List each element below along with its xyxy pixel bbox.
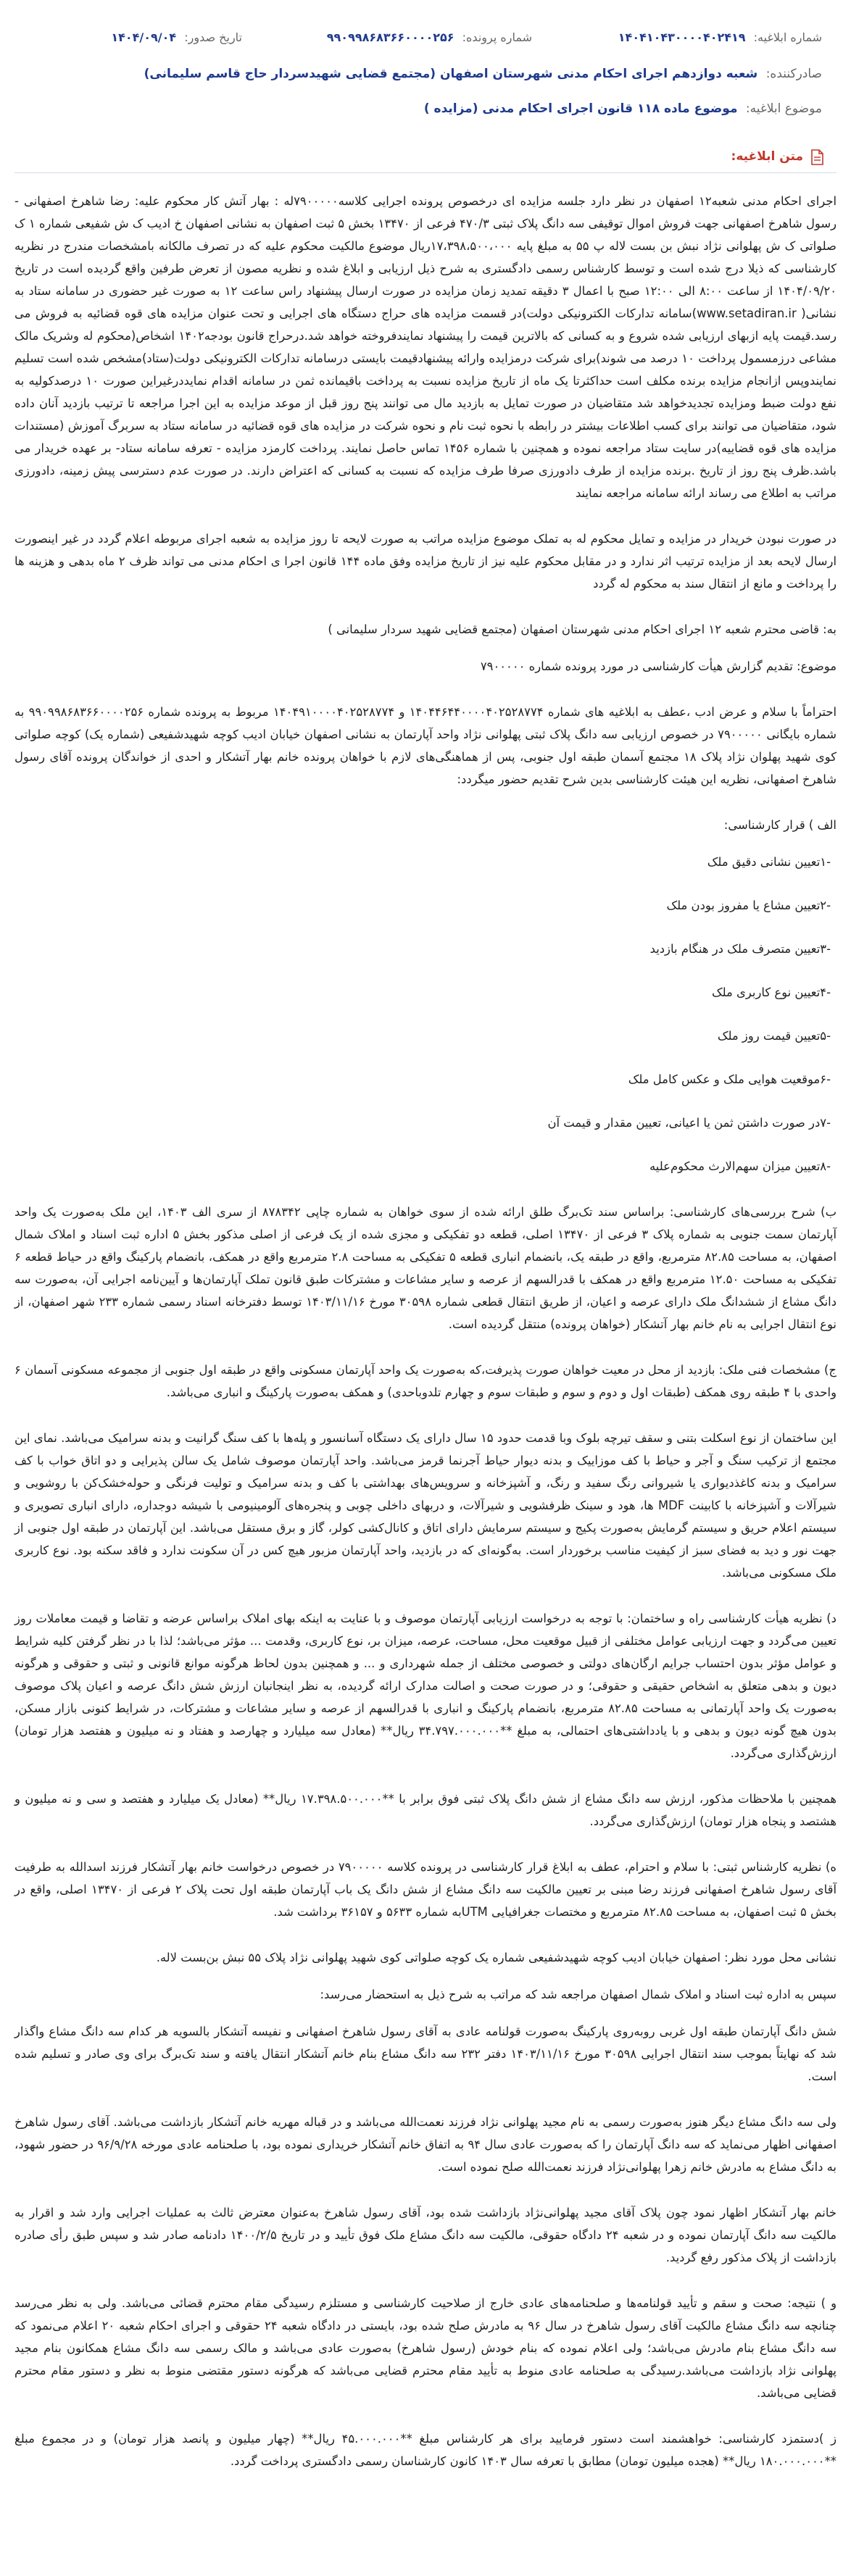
no-buyer-paragraph: در صورت نبودن خریدار در مزایده و تمایل محکوم له به تملک موضوع مزایده مراتب به صورت لایحه تا روز مزایده به شعبه اجرای مربوطه اعلام گردد در غیر اینصورت ارسال لایحه بعد از مزایده ترتیب اثر ندارد و در مقابل محکوم علیه نیز از تاریخ مزایده وفق ماده ۱۴۴ قانون اجرا ی احکام مدنی می تواند ظرف ۲ ماه بدهی و هزینه ها را پرداخت و مانع از انتقال سند به محکوم له گردد	[14, 532, 837, 591]
section-h-paragraph: ه) نظریه کارشناس ثبتی: با سلام و احترام، عطف به ابلاغ قرار کارشناسی در پرونده کلاسه ۷۹۰۰۰۰۰ در خصوص درخواست خانم بهار آتشکار فرزند اسدالله به طرفیت آقای رسول شاهرخ اصفهانی فرزند رضا مبنی بر تعیین مالکیت سه دانگ مشاع از شش دانگ یک باب آپارتمان طبقه اول تحت پلاک ۲ فرعی از ۱۳۴۷۰ اصلی، واقع در بخش ۵ ثبت اصفهان، به مساحت ۸۲.۸۵ مترمربع و مختصات جغرافیایی UTMبه شماره ۵۶۳۳ و ۳۶۱۵۷ برداشت شد.	[14, 1860, 837, 1919]
notice-text-title: متن ابلاغیه:	[731, 149, 803, 164]
issuer-value: شعبه دوازدهم اجرای احکام مدنی شهرستان اصفهان (مجتمع قضایی شهیدسردار حاج قاسم سلیمانی)	[144, 67, 758, 81]
notice-text-header	[14, 143, 837, 173]
section-alef-heading: الف ) قرار کارشناسی:	[723, 818, 837, 832]
issuer-row	[144, 67, 822, 81]
half-share-value-paragraph: همچنین با ملاحظات مذکور، ارزش سه دانگ مشاع از شش دانگ پلاک ثبتی فوق برابر با **۱۷.۳۹۸.۵۰۰.۰۰۰ ریال** (معادل یک میلیارد و هفتصد و سی و نه میلیون و هشتصد و پنجاه هزار تومان) ارزش‌گذاری می‌گردد.	[14, 1792, 837, 1828]
case-number	[327, 30, 532, 44]
notice-number-value: ۱۴۰۴۱۰۴۳۰۰۰۰۴۰۲۴۱۹	[618, 30, 746, 44]
section-b-paragraph: ب) شرح بررسی‌های کارشناسی: براساس سند تک‌برگ طلق ارائه شده از سوی خواهان به شماره چاپی ۸۷۸۳۴۲ از سری الف ۱۴۰۳، این ملک به‌صورت یک واحد آپارتمان سمت جنوبی به شماره پلاک ۳ فرعی از ۱۳۴۷۰ اصلی، قطعه دو تفکیکی و مجزی شده از یک فرعی از اصلی مذکور بخش ۵ اداره ثبت اسناد و املاک شمال اصفهان، به مساحت ۸۲.۸۵ مترمربع، واقع در طبقه یک، بانضمام انباری قطعه ۵ تفکیکی به مساحت ۲.۸ مترمربع واقع در همکف، بانضمام پارکینگ واقع در حیاط قطعه ۶ تفکیکی به مساحت ۱۲.۵۰ مترمربع واقع در همکف با قدرالسهم از عرصه و سایر مشاعات و مشترکات طبق قانون تملک آپارتمان‌ها و آیین‌نامه اجرایی آن، به‌صورت سه دانگ مشاع از ششدانگ ملک دارای عرصه و اعیان، از طریق انتقال قطعی شماره ۳۰۵۹۸ مورخ ۱۴۰۳/۱۱/۱۶ توسط دفترخانه اسناد رسمی شماره ۲۳۳ شهر اصفهان، از نوع انتقال اجرایی به نام خانم بهار آتشکار (خواهان پرونده) منتقل گردیده است.	[14, 1205, 837, 1331]
report-subject-line: موضوع: تقدیم گزارش هیأت کارشناسی در مورد پرونده شماره ۷۹۰۰۰۰۰	[480, 659, 837, 673]
list-item: -۸تعیین میزان سهم‌الارث محکوم‌علیه	[649, 1159, 831, 1173]
case-number-value: ۹۹۰۹۹۸۶۸۳۶۶۰۰۰۰۲۵۶	[326, 30, 454, 44]
section-j-paragraph: ج) مشخصات فنی ملک: بازدید از محل در معیت خواهان صورت پذیرفت،که به‌صورت یک واحد آپارتمان مسکونی واقع در طبقه اول جنوبی از مجموعه مسکونی آسمان ۶ واحدی با ۴ طبقه روی همکف (طبقات اول و دوم و سوم و طبقات سوم و چهارم تلدوباحدی) و همکف به‌صورت پارکینگ و انباری می‌باشد.	[14, 1363, 837, 1399]
section-d-paragraph: د) نظریه هیأت کارشناسی راه و ساختمان: با توجه به درخواست ارزیابی آپارتمان موصوف و با عنایت به اینکه بهای املاک براساس عرضه و تقاضا و قیمت معاملات روز تعیین می‌گردد و جهت ارزیابی عوامل مختلفی از قبیل موقعیت محل، مساحت، عرصه، میزان بر، نوع کاربری، وقدمت ... مؤثر می‌باشد؛ لذا با در نظر گرفتن کلیه شرایط و عوامل مؤثر بدون احتساب جرایم ارگان‌های دولتی و خصوصی مختلف از جمله شهرداری و ... و همچنین بدون لحاظ هرگونه موانع قانونی و ثبتی و حقوقی و هرگونه دیون و بدهی متعلق به اشخاص حقیقی و حقوقی؛ و در صورت صحت و اصالت مدارک ارائه گردیده، به نظر اینجانبان ارزش شش دانگ عرصه و اعیان پلاک موصوف به‌صورت یک واحد آپارتمانی به مساحت ۸۲.۸۵ مترمربع، بانضمام پارکینگ و انباری با قدرالسهم از عرصه و سایر مشاعات و مشترکات، در شرایط کنونی بازار مسکن، بدون هیچ گونه دیون و بدهی و با یادداشتی‌های احتمالی، به مبلغ **۳۴.۷۹۷.۰۰۰.۰۰۰ ریال** (معادل سه میلیارد و چهارصد و هفتاد و نه میلیون و هفتصد هزار تومان) ارزش‌گذاری می‌گردد.	[14, 1612, 837, 1760]
notice-header	[0, 0, 851, 145]
auction-paragraph: اجرای احکام مدنی شعبه۱۲ اصفهان در نظر دارد جلسه مزایده ای درخصوص پرونده اجرایی کلاسه۷۹۰۰۰۰۰له : بهار آتش کار محکوم علیه: رضا شاهرخ اصفهانی - رسول شاهرخ اصفهانی جهت فروش اموال توقیفی سه دانگ پلاک ثبتی ۴۷۰/۳ فرعی از ۱۳۴۷۰ بخش ۵ ثبت اصفهان به نشانی اصفهان خ ادیب ک ش شفیعی شماره ۱ ک صلواتی ک ش پهلوانی نژاد نبش بن بست لاله پ ۵۵ به مبلغ پایه ۱۷،۳۹۸،۵۰۰،۰۰۰ریال موضوع مالکیت محکوم علیه که در تصرف مالکانه بامشخصات مندرج در نظریه کارشناسی که ذیلا درج شده است و توسط کارشناس رسمی دادگستری به شرح ذیل ارزیابی و ابلاغ شده و نظریه مصون از تعرض طرفین واقع گردیده است در تاریخ ۱۴۰۴/۰۹/۲۰ از ساعت ۸:۰۰ الی ۱۲:۰۰ صبح با اعمال ۳ دقیقه تمدید زمان مزایده در صورت ارسال پیشنهاد راس ساعت ۱۲ به صورت غیر حضوری در سامانه ستاد به نشانی( www.setadiran.ir)سامانه تدارکات الکترونیکی دولت)در قسمت مزایده های حراج دستگاه های اجرایی و تحت عنوان مزایده های قوه قضائیه به فروش می رسد.قیمت پایه ازبهای ارزیابی شده شروع و به کسانی که بالاترین قیمت را پیشنهاد نمایندفروخته خواهد شد.درحراج قانون بودجه۱۴۰۲ اشخاص(محکوم له وشریک مالک مشاعی درزمسمول پرداخت ۱۰ درصد می شوند)برای شرکت درمزایده وارائه پیشنهادقیمت بایستی درسامانه تدارکات الکترونیکی دولت(ستاد)مشخص شده است تسلیم نمایندوپس ازانجام مزایده برنده مکلف است حداکثرتا یک ماه از تاریخ مزایده نسبت به پرداخت باقیمانده ثمن در سامانه اقدام نمایددرغیراین صورت ۱۰ درصدکولیه به نفع دولت ضبط ومزایده تجدیدخواهد شد متقاضیان در صورت تمایل به بازدید مال می توانند پنج روز قبل از موعد مزایده به این اجرا مراجعه تا ترتیب بازدید آنان داده شود، متقاضیان می توانند برای کسب اطلاعات بیشتر در رابطه با نحوه ثبت نام و نحوه شرکت در مزایده های قوه قضائیه در سامانه ستاد به سربرگ آموزش (مستندات مزایده های قوه قضاییه)در سایت ستاد مراجعه نموده و همچنین با شماره ۱۴۵۶ تماس حاصل نمایند. پرداخت کارمزد مزایده - تعرفه سامانه ستاد- بر عهده خریدار می باشد.ظرف پنج روز از تاریخ .برنده مزایده از طرف دادورزی صرفا طرف مزایده که نسبت به کسانی که اعتراض دارند. در صورت عدم دسترسی پیش زمینه، دادورزی مراتب به اطلاع می رساند ارائه سامانه مراجعه نمایند	[14, 194, 837, 500]
subject-value: موضوع ماده ۱۱۸ قانون اجرای احکام مدنی (مزایده )	[423, 101, 738, 116]
issue-date	[111, 30, 242, 44]
list-item: -۱تعیین نشانی دقیق ملک	[707, 855, 831, 869]
third-party-paragraph: خانم بهار آتشکار اظهار نمود چون پلاک آقای مجید پهلوانی‌نژاد بازداشت شده بود، آقای رسول شاهرخ به‌عنوان معترض ثالث به عملیات اجرایی وارد شد و اقرار به مالکیت سه دانگ آپارتمان نموده و در شعبه ۲۴ دادگاه حقوقی، مالکیت سه دانگ مشاع ملک فوق تأیید و در تاریخ ۱۴۰۰/۲/۵ دادنامه صادر شد و سپس طبق رأی صادره بازداشت از پلاک مذکور رفع گردید.	[14, 2206, 837, 2264]
section-z-paragraph: ز )دستمزد کارشناسی: خواهشمند است دستور فرمایید برای هر کارشناس مبلغ **۴۵.۰۰۰.۰۰۰ ریال** (چهار میلیون و پانصد هزار تومان) و در مجموع مبلغ **۱۸۰.۰۰۰.۰۰۰ ریال** (هجده میلیون تومان) مطابق با تعرفه سال ۱۴۰۳ کانون کارشناسان رسمی دادگستری پرداخت گردد.	[14, 2432, 837, 2468]
list-item: -۷در صورت داشتن ثمن یا اعیانی، تعیین مقدار و قیمت آن	[547, 1116, 831, 1130]
document-icon	[810, 149, 823, 165]
remaining-share-paragraph: ولی سه دانگ مشاع دیگر هنوز به‌صورت رسمی به نام مجید پهلوانی نژاد فرزند نعمت‌الله می‌باشد و در قباله مهریه خانم آتشکار بازداشت می‌باشد. آقای رسول شاهرخ اصفهانی اظهار می‌نماید که سه دانگ آپارتمان را که به‌صورت عادی سال ۹۴ به اتفاق خانم آتشکار خریداری نموده بود، با صلحنامه عادی مورخه ۹۶/۹/۲۸ در حضور شهود، به دانگ مشاع به مادرش خانم زهرا پهلوانی‌نژاد فرزند نعمت‌الله صلح نموده است.	[14, 2115, 837, 2174]
subject-label: موضوع ابلاغیه:	[745, 101, 822, 116]
case-number-label: شماره پرونده:	[462, 30, 532, 44]
registry-intro-paragraph: سپس به اداره ثبت اسناد و املاک شمال اصفهان مراجعه شد که مراتب به شرح ذیل به استحضار می‌رسد:	[320, 1988, 837, 2001]
intro-paragraph: احتراماً با سلام و عرض ادب ،عطف به ابلاغیه های شماره ۱۴۰۴۴۶۴۴۰۰۰۰۴۰۲۵۲۸۷۷۴ و ۱۴۰۴۹۱۰۰۰۰۴۰۲۵۲۸۷۷۴ مربوط به پرونده شماره ۹۹۰۹۹۸۶۸۳۶۶۰۰۰۰۲۵۶ به شماره بایگانی ۷۹۰۰۰۰۰ در خصوص ارزیابی سه دانگ پلاک ثبتی پهلوانی نژاد واحد آپارتمان به نشانی اصفهان خیابان ادیب کوچه شهیدشفیعی (شماره یک) کوچه صلواتی کوی شهید پهلوان نژاد پلاک ۱۸ مجتمع آسمان طبقه اول جنوبی، پس از هماهنگی‌های لازم با خواهان پرونده خانم بهار آتشکار و احدی از خواندگان پرونده آقای رسول شاهرخ اصفهانی، نظریه این هیئت کارشناسی بدین شرح تقدیم حضور میگردد:	[14, 705, 837, 786]
list-item: -۵تعیین قیمت روز ملک	[717, 1029, 831, 1043]
meta-row	[29, 30, 822, 49]
issuer-label: صادرکننده:	[765, 67, 822, 81]
building-description-paragraph: این ساختمان از نوع اسکلت بتنی و سقف تیرچه بلوک وبا قدمت حدود ۱۵ سال دارای یک دستگاه آسانسور و پله‌ها با کف سنگ گرانیت و بدنه سرامیک می‌باشد. نمای این مجتمع از ترکیب سنگ و آجر و حیاط با کف موزاییک و بدنه دیوار حیاط آجرنما قرمز می‌باشد. واحد آپارتمان موصوف شامل یک سالن پذیرایی و دو اتاق خواب با کف سرامیک و بدنه کاغذدیواری یا شیروانی رنگ سفید و رنگ، و آشپزخانه و سرویس‌های بهداشتی با کف و بدنه سرامیک و تولیت فرنگی و حوله‌خشک‌کن با روشویی و شیرآلات و آشپزخانه با کابینت MDF ها، هود و سینک ظرفشویی و شیرآلات، و دربهای داخلی چوبی و پنجره‌های آلومینیومی با شیشه دوجداره، دارای انباری تصویری و سیستم اعلام حریق و سیستم گرمایش به‌صورت پکیج و سیستم سرمایش دارای اتاق و کانال‌کشی کولر، گاز و برق مستقل می‌باشد. این آپارتمان در طبقه اول جنوبی از جهت نور و دید به فضای سبز از کیفیت مناسب برخوردار است. به‌گونه‌ای که در بازدید، واحد آپارتمان مزبور هیچ کس در آن سکونت ندارد و فاقد سکنه بود. نوع کاربری ملک مسکونی می‌باشد.	[14, 1431, 837, 1580]
issue-date-label: تاریخ صدور:	[184, 30, 242, 44]
notice-body	[14, 190, 837, 2496]
list-item: -۳تعیین متصرف ملک در هنگام بازدید	[649, 942, 831, 956]
address-paragraph: نشانی محل مورد نظر: اصفهان خیابان ادیب کوچه شهیدشفیعی شماره یک کوچه صلواتی کوی شهید پهلوانی نژاد پلاک ۵۵ نبش بن‌بست لاله.	[156, 1951, 837, 1964]
addressee-line: به: قاضی محترم شعبه ۱۲ اجرای احکام مدنی شهرستان اصفهان (مجتمع قضایی شهید سردار سلیمانی )	[328, 622, 837, 636]
section-v-paragraph: و ) نتیجه: صحت و سقم و تأیید قولنامه‌ها و صلحنامه‌های عادی خارج از صلاحیت کارشناسی و مستلزم رسیدگی مقام محترم قضائی می‌باشد. ولی به نظر می‌رسد چنانچه سه دانگ مشاع مالکیت آقای رسول شاهرخ در سال ۹۶ به مادرش صلح شده بود، بایستی در دادگاه شعبه ۲۴ حقوقی و اجرای احکام شعبه ۲۰ اعلام می‌نمود که سه دانگ مشاع بنام مادرش می‌باشد؛ ولی اعلام نموده که بنام خودش (رسول شاهرخ) به‌صورت عادی می‌باشد و مالک رسمی سه دانگ مشاع همکانون بنام مجید پهلوانی نژاد بازداشت می‌باشد.رسیدگی به صلحنامه عادی منوط به تأیید مقام محترم قضایی می‌باشد که هرگونه دستور مقتضی منوط به نظر و دستور مقام محترم قضایی می‌باشد.	[14, 2296, 837, 2400]
issue-date-value: ۱۴۰۴/۰۹/۰۴	[111, 30, 177, 44]
list-item: -۲تعیین مشاع یا مفروز بودن ملک	[666, 899, 831, 912]
list-item: -۶موقعیت هوایی ملک و عکس کامل ملک	[628, 1072, 831, 1086]
notice-number-label: شماره ابلاغیه:	[753, 30, 822, 44]
list-item: -۴تعیین نوع کاربری ملک	[711, 985, 831, 999]
notice-number	[618, 30, 822, 44]
ownership-paragraph: شش دانگ آپارتمان طبقه اول غربی روبه‌روی پارکینگ به‌صورت قولنامه عادی به آقای رسول شاهرخ اصفهانی و نفیسه آتشکار بالسویه هر کدام سه دانگ مشاع واگذار شد که نهایتاً بموجب سند انتقال اجرایی ۳۰۵۹۸ مورخ ۱۴۰۳/۱۱/۱۶ دفتر ۲۳۲ سه دانگ مشاع بنام خانم آتشکار انتقال یافته و سند تک‌برگ برای وی صادر و تسلیم شده است.	[14, 2025, 837, 2083]
subject-row	[424, 101, 822, 116]
